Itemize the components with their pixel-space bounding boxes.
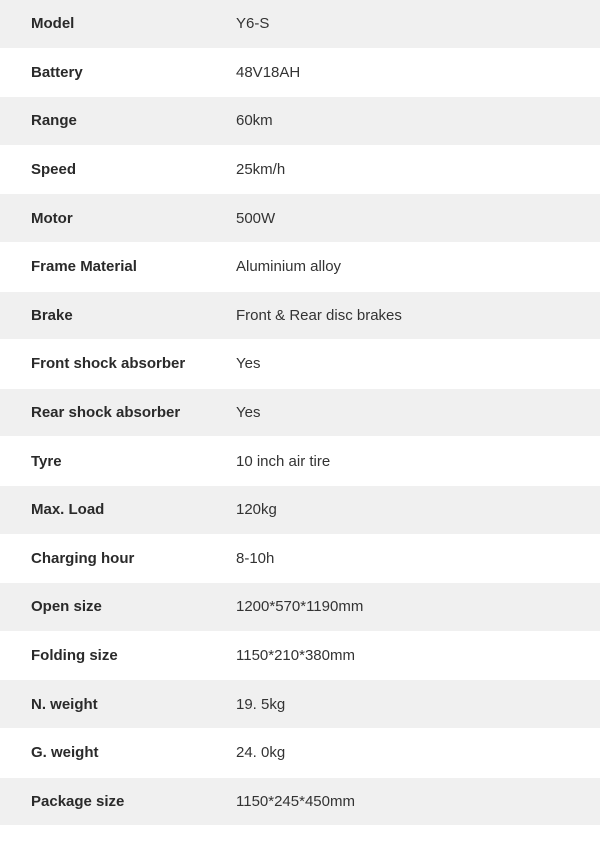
spec-label: Model xyxy=(31,15,75,33)
spec-value: 500W xyxy=(236,209,276,227)
spec-label: Open size xyxy=(31,598,102,616)
spec-row-tyre xyxy=(0,437,600,486)
spec-value: 19. 5kg xyxy=(236,695,286,713)
spec-row-folding-size xyxy=(0,632,600,681)
spec-row-package-size xyxy=(0,778,600,827)
spec-row-net-weight xyxy=(0,680,600,729)
spec-row-front-shock-absorber xyxy=(0,340,600,389)
spec-label: Motor xyxy=(31,209,73,227)
spec-label: Folding size xyxy=(31,647,118,665)
spec-value: 120kg xyxy=(236,501,277,519)
spec-row-open-size xyxy=(0,583,600,632)
spec-label: Front shock absorber xyxy=(31,355,186,373)
spec-value: Front & Rear disc brakes xyxy=(236,306,402,324)
spec-label: Max. Load xyxy=(31,501,105,519)
spec-value: Y6-S xyxy=(236,15,270,33)
spec-label: G. weight xyxy=(31,744,99,762)
spec-row-charging-hour xyxy=(0,535,600,584)
spec-label: Package size xyxy=(31,792,125,810)
spec-row-max-load xyxy=(0,486,600,535)
spec-row-model xyxy=(0,0,600,49)
spec-value: 1200*570*1190mm xyxy=(236,598,364,616)
spec-label: Speed xyxy=(31,161,77,179)
spec-value: 25km/h xyxy=(236,161,286,179)
spec-value: Yes xyxy=(236,355,261,373)
spec-row-brake xyxy=(0,292,600,341)
spec-label: Battery xyxy=(31,63,83,81)
spec-label: Charging hour xyxy=(31,549,135,567)
spec-label: N. weight xyxy=(31,695,98,713)
spec-row-frame-material xyxy=(0,243,600,292)
spec-value: 48V18AH xyxy=(236,63,301,81)
spec-value: 8-10h xyxy=(236,549,275,567)
spec-row-battery xyxy=(0,49,600,98)
spec-label: Frame Material xyxy=(31,258,137,276)
spec-value: 1150*245*450mm xyxy=(236,792,355,810)
spec-row-range xyxy=(0,97,600,146)
spec-label: Range xyxy=(31,112,77,130)
spec-value: 10 inch air tire xyxy=(236,452,331,470)
spec-value: Yes xyxy=(236,404,261,422)
spec-row-gross-weight xyxy=(0,729,600,778)
spec-label: Brake xyxy=(31,306,73,324)
spec-row-rear-shock-absorber xyxy=(0,389,600,438)
spec-value: Aluminium alloy xyxy=(236,258,342,276)
spec-value: 60km xyxy=(236,112,273,130)
spec-value: 24. 0kg xyxy=(236,744,286,762)
spec-row-speed xyxy=(0,146,600,195)
spec-row-motor xyxy=(0,194,600,243)
spec-label: Tyre xyxy=(31,452,62,470)
spec-label: Rear shock absorber xyxy=(31,404,181,422)
spec-value: 1150*210*380mm xyxy=(236,647,355,665)
